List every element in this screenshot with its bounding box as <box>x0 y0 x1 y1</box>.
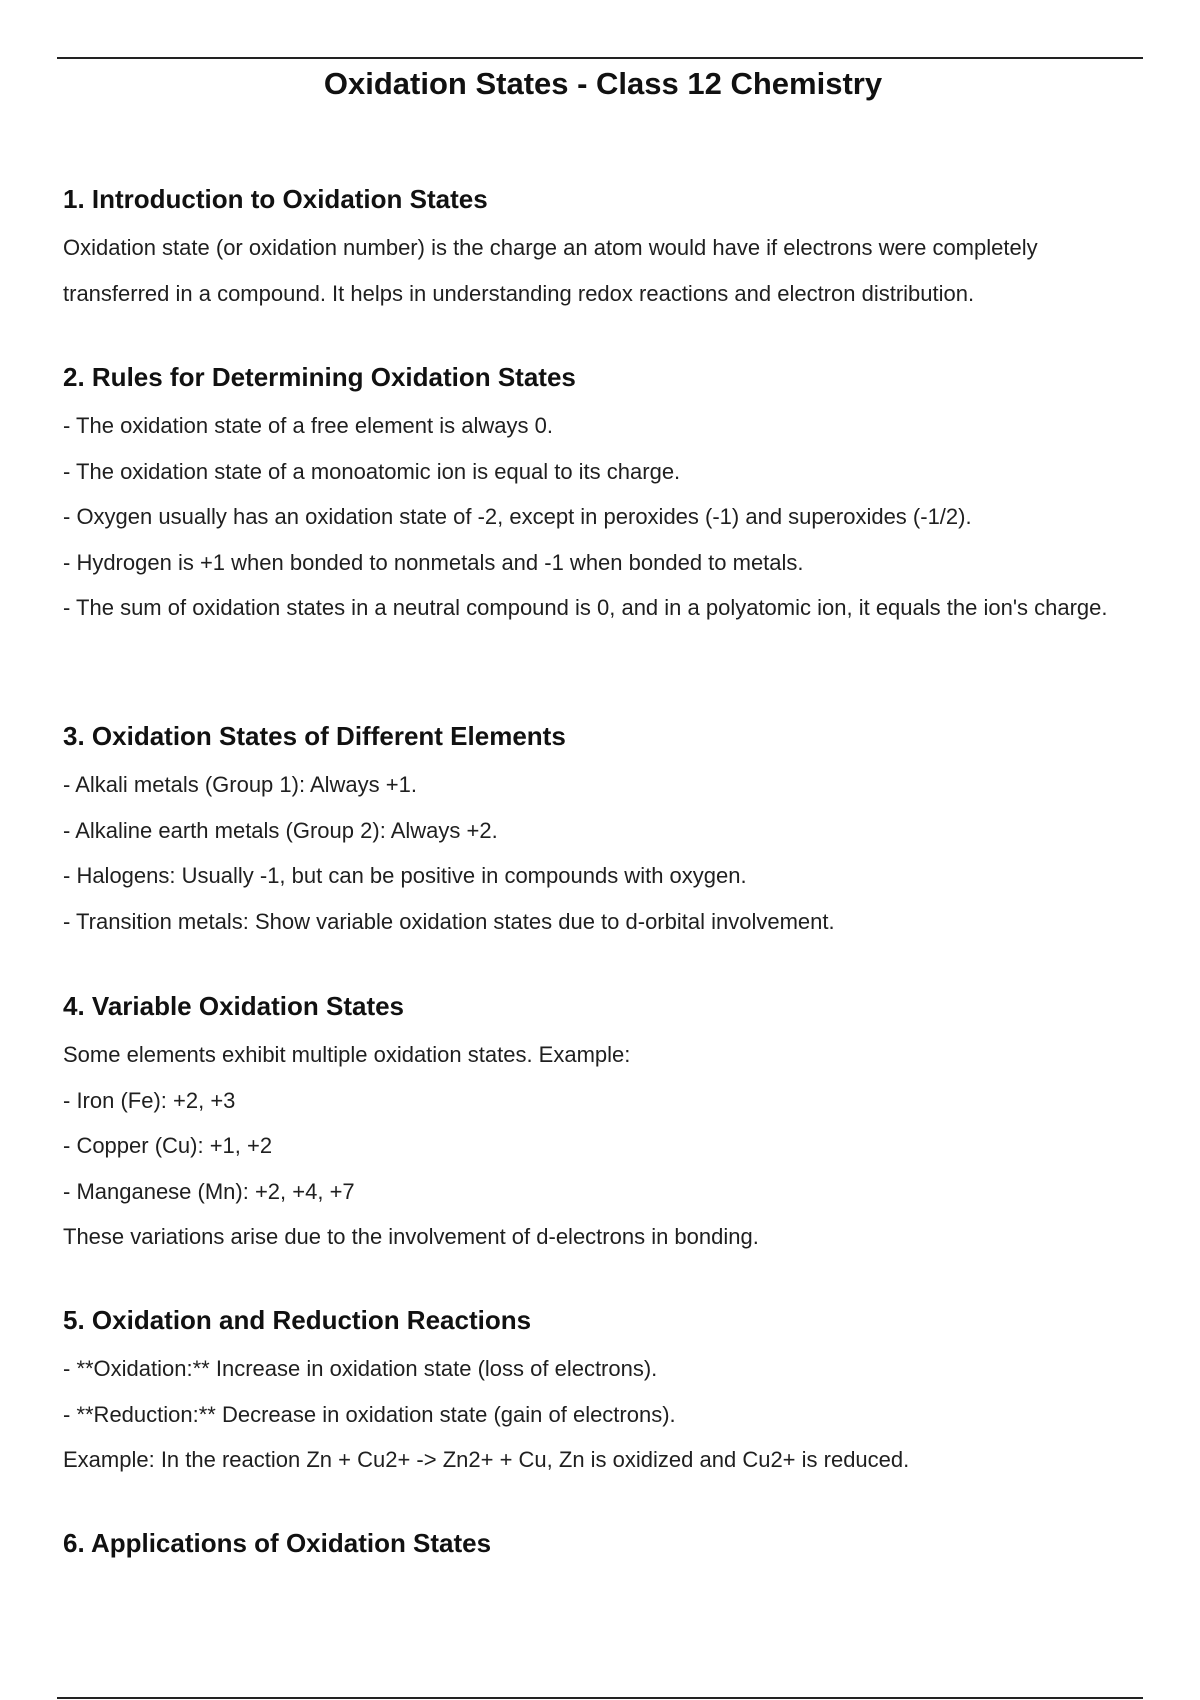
rule-line: - The sum of oxidation states in a neutral compound is 0, and in a polyatomic ion, it equals the ion's charge. <box>63 595 1108 620</box>
section-heading: 5. Oxidation and Reduction Reactions <box>63 1305 532 1335</box>
section-heading: 1. Introduction to Oxidation States <box>63 184 488 214</box>
rule-line: - Oxygen usually has an oxidation state of -2, except in peroxides (-1) and superoxides (-1/2). <box>63 504 972 529</box>
redox-line: - **Oxidation:** Increase in oxidation state (loss of electrons). <box>63 1356 658 1381</box>
section-heading: 6. Applications of Oxidation States <box>63 1528 492 1558</box>
section-introduction <box>63 181 1148 316</box>
rule-line: - The oxidation state of a free element is always 0. <box>63 413 553 438</box>
variable-line: These variations arise due to the involvement of d-electrons in bonding. <box>63 1224 759 1249</box>
section-heading: 4. Variable Oxidation States <box>63 991 405 1021</box>
section-applications <box>63 1525 1148 1569</box>
element-line: - Halogens: Usually -1, but can be positive in compounds with oxygen. <box>63 863 747 888</box>
section-redox-reactions <box>63 1302 1148 1483</box>
element-line: - Transition metals: Show variable oxidation states due to d-orbital involvement. <box>63 908 835 934</box>
bottom-rule <box>57 1697 1143 1699</box>
section-different-elements <box>63 718 1148 944</box>
section-rules <box>63 359 1148 631</box>
variable-line: Some elements exhibit multiple oxidation states. Example: <box>63 1042 631 1067</box>
document-title: Oxidation States - Class 12 Chemistry <box>323 66 883 101</box>
top-rule <box>57 57 1143 59</box>
rule-line: - Hydrogen is +1 when bonded to nonmetals and -1 when bonded to metals. <box>63 549 804 575</box>
rule-line: - The oxidation state of a monoatomic ion is equal to its charge. <box>63 458 681 484</box>
variable-line: - Iron (Fe): +2, +3 <box>63 1087 236 1113</box>
variable-line: - Manganese (Mn): +2, +4, +7 <box>63 1178 355 1204</box>
element-line: - Alkali metals (Group 1): Always +1. <box>63 772 417 797</box>
section-variable-states <box>63 988 1148 1260</box>
section-heading: 2. Rules for Determining Oxidation States <box>63 362 576 392</box>
section-paragraph: Oxidation state (or oxidation number) is the charge an atom would have if electrons were completely transferred in a compound. It helps in understanding redox reactions and electron distribution. <box>63 235 1038 306</box>
variable-line: - Copper (Cu): +1, +2 <box>63 1133 273 1158</box>
element-line: - Alkaline earth metals (Group 2): Always +2. <box>63 817 498 843</box>
redox-line: Example: In the reaction Zn + Cu2+ -> Zn2+ + Cu, Zn is oxidized and Cu2+ is reduced. <box>63 1447 910 1472</box>
section-heading: 3. Oxidation States of Different Elements <box>63 721 566 751</box>
redox-line: - **Reduction:** Decrease in oxidation state (gain of electrons). <box>63 1401 676 1427</box>
